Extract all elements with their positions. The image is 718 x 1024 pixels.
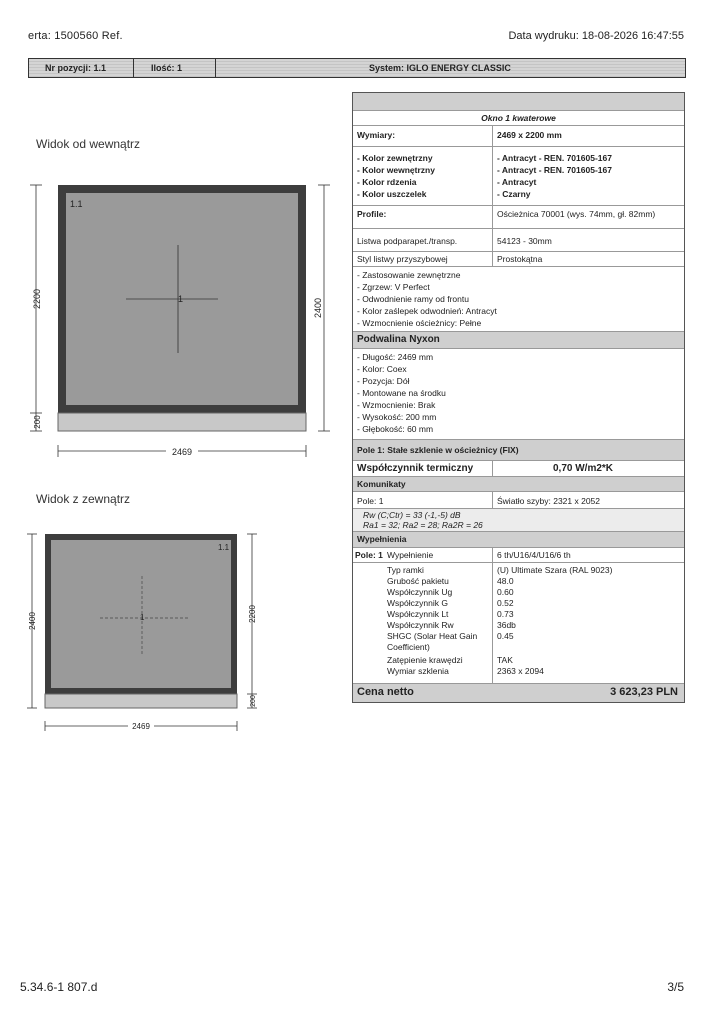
glass-specs <box>353 563 684 684</box>
sill-dimension: 200 <box>33 415 42 429</box>
height-dimension: 2200 <box>32 288 42 310</box>
spec-label: SHGC (Solar Heat Gain <box>387 631 478 641</box>
bead-style-label: Styl listwy przyszybowej <box>357 254 448 264</box>
spec-label: Współczynnik G <box>387 598 448 608</box>
sash-label: 1.1 <box>218 543 230 552</box>
divider <box>215 59 216 77</box>
spec-label: Coefficient) <box>387 642 430 652</box>
sill-nyxon <box>58 413 306 431</box>
position-number: Nr pozycji: 1.1 <box>45 63 107 73</box>
spec-value: TAK <box>497 655 513 665</box>
color-value: - Antracyt <box>497 177 537 187</box>
color-value: - Antracyt - REN. 701605-167 <box>497 153 612 163</box>
sill-nyxon <box>45 694 237 708</box>
thermal-coefficient-value: 0,70 W/m2*K <box>553 463 614 474</box>
spec-value: 2363 x 2094 <box>497 666 544 676</box>
list-item: - Zgrzew: V Perfect <box>357 282 430 292</box>
inside-view-drawing <box>28 175 338 465</box>
spec-label: Grubość pakietu <box>387 576 449 586</box>
color-label: - Kolor uszczelek <box>357 189 427 199</box>
glass-opening-value: Światło szyby: 2321 x 2052 <box>497 496 601 506</box>
spec-label: Współczynnik Rw <box>387 620 454 630</box>
fill-field-label: Pole: 1 <box>355 550 383 560</box>
table-header-band <box>353 93 684 111</box>
spec-label: Typ ramki <box>387 565 424 575</box>
bead-style-value: Prostokątna <box>497 254 543 264</box>
colors-block <box>353 147 684 206</box>
net-price-label: Cena netto <box>357 686 414 698</box>
sash-label: 1.1 <box>70 199 83 209</box>
sill-details <box>353 349 684 440</box>
divider <box>133 59 134 77</box>
dimensions-value: 2469 x 2200 mm <box>497 130 562 140</box>
fill-value: 6 th/U16/4/U16/6 th <box>497 550 571 560</box>
list-item: - Pozycja: Dół <box>357 376 410 386</box>
sill-profile-value: 54123 - 30mm <box>497 236 552 246</box>
list-item: - Odwodnienie ramy od frontu <box>357 294 469 304</box>
list-item: - Wzmocnienie ościeżnicy: Pełne <box>357 318 482 328</box>
page-number: 3/5 <box>667 980 684 994</box>
fill-label: Wypełnienie <box>387 550 434 560</box>
thermal-coefficient-label: Współczynnik termiczny <box>357 463 474 474</box>
color-label: - Kolor rdzenia <box>357 177 417 187</box>
list-item: - Wzmocnienie: Brak <box>357 400 436 410</box>
total-height-dimension: 2400 <box>313 297 323 319</box>
acoustic-rating: Rw (C;Ctr) = 33 (-1,-5) dB <box>363 510 461 520</box>
system-name: System: IGLO ENERGY CLASSIC <box>369 63 511 73</box>
spec-value: (U) Ultimate Szara (RAL 9023) <box>497 565 613 575</box>
sill-section-title: Podwalina Nyxon <box>357 334 440 345</box>
net-price-value: 3 623,23 PLN <box>610 686 678 698</box>
field-number: 1 <box>140 613 145 622</box>
list-item: - Głębokość: 60 mm <box>357 424 434 434</box>
spec-label: Wymiar szklenia <box>387 666 449 676</box>
messages-title: Komunikaty <box>357 479 406 489</box>
order-number: erta: 1500560 Ref. <box>28 30 123 42</box>
window-type: Okno 1 kwaterowe <box>481 113 556 123</box>
width-dimension: 2469 <box>171 447 193 457</box>
total-height-dimension: 2400 <box>28 612 37 630</box>
sill-profile-label: Listwa podparapet./transp. <box>357 236 458 246</box>
position-bar <box>28 58 686 78</box>
outside-view-drawing <box>20 528 270 738</box>
field-number: 1 <box>178 294 184 304</box>
width-dimension: 2469 <box>132 722 150 731</box>
height-dimension: 2200 <box>248 605 257 623</box>
spec-value: 0.60 <box>497 587 514 597</box>
color-label: - Kolor wewnętrzny <box>357 165 435 175</box>
color-label: - Kolor zewnętrzny <box>357 153 433 163</box>
color-value: - Czarny <box>497 189 531 199</box>
list-item: - Kolor: Coex <box>357 364 407 374</box>
acoustic-rating-detail: Ra1 = 32; Ra2 = 28; Ra2R = 26 <box>363 520 483 530</box>
profile-value: Ościeżnica 70001 (wys. 74mm, gł. 82mm) <box>497 209 656 219</box>
dimensions-label: Wymiary: <box>357 130 396 140</box>
spec-label: Współczynnik Lt <box>387 609 449 619</box>
features-list <box>353 267 684 332</box>
list-item: - Zastosowanie zewnętrzne <box>357 270 461 280</box>
list-item: - Kolor zaślepek odwodnień: Antracyt <box>357 306 497 316</box>
spec-value: 48.0 <box>497 576 514 586</box>
color-value: - Antracyt - REN. 701605-167 <box>497 165 612 175</box>
quantity: Ilość: 1 <box>151 63 183 73</box>
spec-value: 0.45 <box>497 631 514 641</box>
sill-dimension: 200 <box>250 695 257 707</box>
list-item: - Długość: 2469 mm <box>357 352 434 362</box>
inside-view-title: Widok od wewnątrz <box>36 137 141 151</box>
specification-table <box>352 92 685 703</box>
spec-label: Współczynnik Ug <box>387 587 453 597</box>
field-section-title: Pole 1: Stałe szklenie w ościeżnicy (FIX) <box>357 445 519 455</box>
list-item: - Wysokość: 200 mm <box>357 412 437 422</box>
profile-label: Profile: <box>357 209 387 219</box>
print-date: Data wydruku: 18-08-2026 16:47:55 <box>508 30 684 42</box>
list-item: - Montowane na środku <box>357 388 446 398</box>
document-version: 5.34.6-1 807.d <box>20 980 98 994</box>
spec-value: 0.73 <box>497 609 514 619</box>
spec-label: Zatępienie krawędzi <box>387 655 463 665</box>
outside-view-title: Widok z zewnątrz <box>36 492 131 506</box>
spec-value: 0.52 <box>497 598 514 608</box>
spec-value: 36db <box>497 620 516 630</box>
field-label: Pole: 1 <box>357 496 384 506</box>
fillings-title: Wypełnienia <box>357 534 407 544</box>
